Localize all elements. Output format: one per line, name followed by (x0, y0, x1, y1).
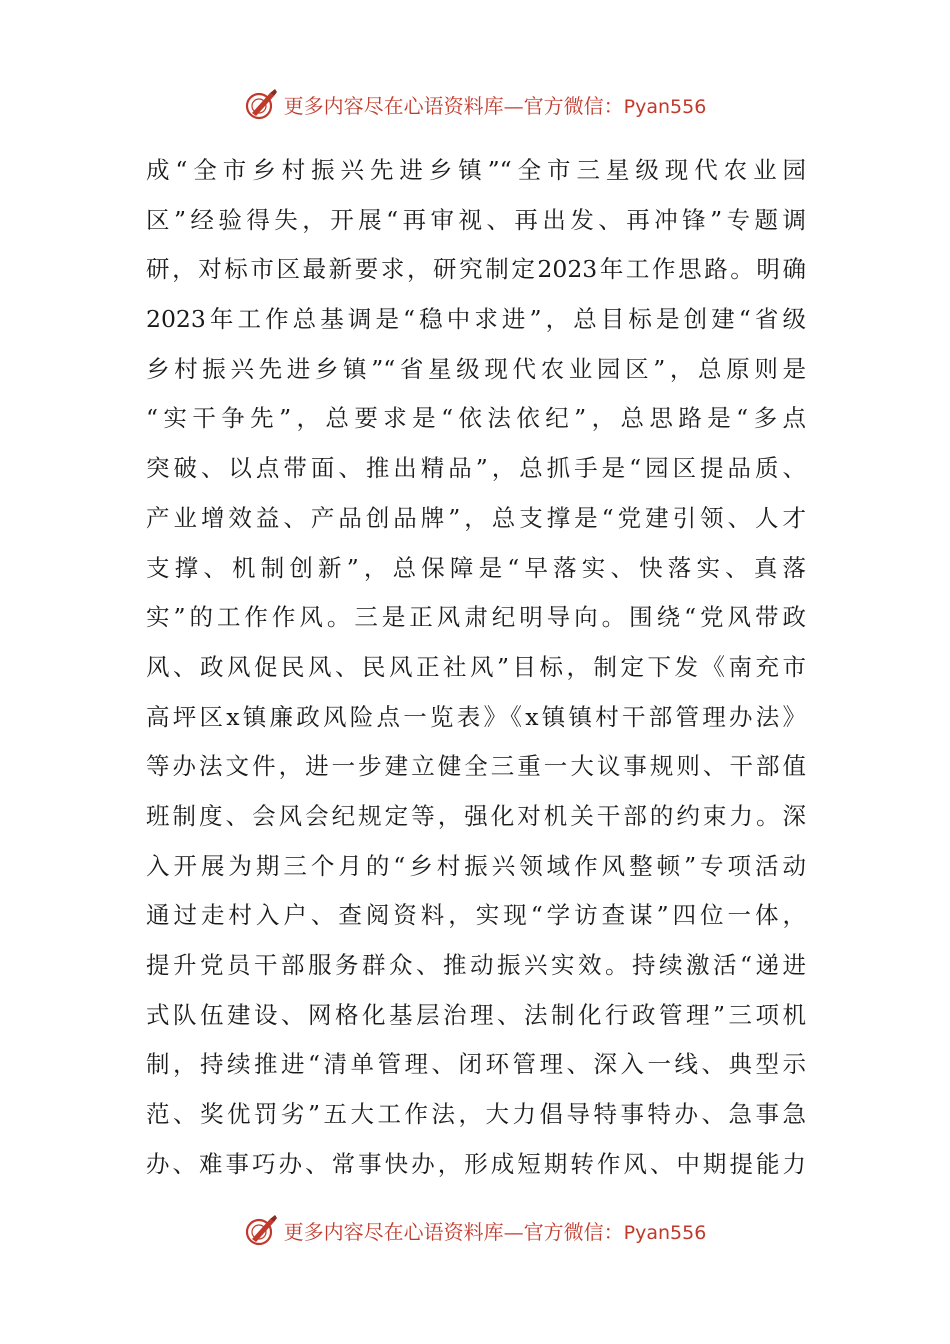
footer-banner (0, 1210, 950, 1250)
text-line: 产业增效益、产品创品牌”，总支撑是“党建引领、人才 (146, 503, 806, 532)
text-line: 提升党员干部服务群众、推动振兴实效。持续激活“递进 (146, 951, 806, 979)
text-line: 2023年工作总基调是“稳中求进”，总目标是创建“省级 (146, 305, 806, 334)
text-line: 通过走村入户、查阅资料，实现“学访查谋”四位一体， (146, 901, 806, 930)
pen-logo-icon (244, 1213, 278, 1247)
text-line: 区”经验得失，开展“再审视、再出发、再冲锋”专题调 (146, 205, 806, 234)
text-line: 范、奖优罚劣”五大工作法，大力倡导特事特办、急事急 (146, 1100, 806, 1129)
banner-text: 更多内容尽在心语资料库—官方微信：Pyan556 (283, 93, 707, 118)
text-line: 入开展为期三个月的“乡村振兴领域作风整顿”专项活动 (146, 851, 806, 880)
text-line: 乡村振兴先进乡镇”“省星级现代农业园区”，总原则是 (146, 354, 806, 383)
text-line: 风、政风促民风、民风正社风”目标，制定下发《南充市 (146, 652, 806, 681)
text-line: 高坪区x镇廉政风险点一览表》《x镇镇村干部管理办法》 (146, 702, 806, 731)
text-line: 等办法文件，进一步建立健全三重一大议事规则、干部值 (146, 752, 806, 781)
text-line: 式队伍建设、网格化基层治理、法制化行政管理”三项机 (146, 1000, 806, 1029)
text-line: 办、难事巧办、常事快办，形成短期转作风、中期提能力 (146, 1149, 806, 1178)
text-line: 支撑、机制创新”，总保障是“早落实、快落实、真落 (146, 553, 806, 582)
text-line: 成“全市乡村振兴先进乡镇”“全市三星级现代农业园 (146, 156, 806, 184)
text-line: 实”的工作作风。三是正风肃纪明导向。围绕“党风带政 (146, 603, 806, 632)
text-line: 研，对标市区最新要求，研究制定2023年工作思路。明确 (146, 255, 806, 284)
text-line: 突破、以点带面、推出精品”，总抓手是“园区提品质、 (146, 454, 806, 483)
text-line: “实干争先”，总要求是“依法依纪”，总思路是“多点 (146, 404, 806, 433)
text-line: 班制度、会风会纪规定等，强化对机关干部的约束力。深 (146, 801, 806, 830)
document-body (146, 146, 806, 1189)
header-banner (0, 84, 950, 124)
pen-logo-icon (244, 87, 278, 121)
wechat-id: Pyan556 (623, 1221, 707, 1244)
text-line: 制，持续推进“清单管理、闭环管理、深入一线、典型示 (146, 1050, 806, 1079)
wechat-id: Pyan556 (623, 95, 707, 118)
banner-text: 更多内容尽在心语资料库—官方微信：Pyan556 (283, 1219, 707, 1244)
